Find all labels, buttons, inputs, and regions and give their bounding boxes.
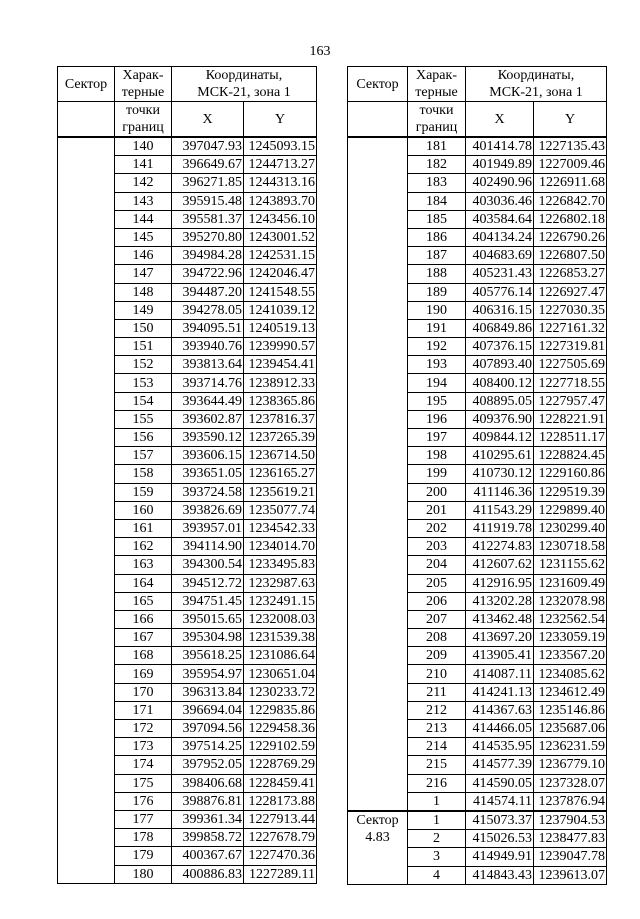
table-row <box>348 137 607 156</box>
point-number-cell: 177 <box>115 810 172 828</box>
x-coordinate-cell: 414367.63 <box>466 701 534 719</box>
x-coordinate-cell: 394984.28 <box>172 247 244 265</box>
point-number-cell: 199 <box>408 465 466 483</box>
header-y: Y <box>534 102 607 138</box>
x-coordinate-cell: 397952.05 <box>172 756 244 774</box>
x-coordinate-cell: 412916.95 <box>466 574 534 592</box>
point-number-cell: 194 <box>408 374 466 392</box>
y-coordinate-cell: 1226927.47 <box>534 283 607 301</box>
point-number-cell: 196 <box>408 410 466 428</box>
point-number-cell: 185 <box>408 210 466 228</box>
coordinates-table-left <box>57 66 317 884</box>
y-coordinate-cell: 1227161.32 <box>534 319 607 337</box>
header-x: X <box>466 102 534 138</box>
x-coordinate-cell: 393940.76 <box>172 338 244 356</box>
x-coordinate-cell: 397094.56 <box>172 720 244 738</box>
y-coordinate-cell: 1242531.15 <box>244 247 317 265</box>
point-number-cell: 143 <box>115 192 172 210</box>
y-coordinate-cell: 1237816.37 <box>244 410 317 428</box>
x-coordinate-cell: 409376.90 <box>466 410 534 428</box>
y-coordinate-cell: 1232078.98 <box>534 592 607 610</box>
point-number-cell: 171 <box>115 701 172 719</box>
point-number-cell: 1 <box>408 811 466 830</box>
y-coordinate-cell: 1243001.52 <box>244 228 317 246</box>
x-coordinate-cell: 404134.24 <box>466 228 534 246</box>
header-x: X <box>172 102 244 138</box>
point-number-cell: 150 <box>115 319 172 337</box>
point-number-cell: 3 <box>408 848 466 866</box>
x-coordinate-cell: 393826.69 <box>172 501 244 519</box>
y-coordinate-cell: 1227135.43 <box>534 137 607 156</box>
x-coordinate-cell: 400886.83 <box>172 865 244 883</box>
x-coordinate-cell: 400367.67 <box>172 847 244 865</box>
point-number-cell: 213 <box>408 720 466 738</box>
x-coordinate-cell: 405776.14 <box>466 283 534 301</box>
y-coordinate-cell: 1226911.68 <box>534 174 607 192</box>
point-number-cell: 176 <box>115 792 172 810</box>
point-number-cell: 200 <box>408 483 466 501</box>
y-coordinate-cell: 1237876.94 <box>534 792 607 811</box>
x-coordinate-cell: 406316.15 <box>466 301 534 319</box>
point-number-cell: 167 <box>115 629 172 647</box>
point-number-cell: 210 <box>408 665 466 683</box>
x-coordinate-cell: 394487.20 <box>172 283 244 301</box>
x-coordinate-cell: 396313.84 <box>172 683 244 701</box>
y-coordinate-cell: 1227505.69 <box>534 356 607 374</box>
x-coordinate-cell: 412274.83 <box>466 538 534 556</box>
header-points-cont: точки границ <box>408 102 466 138</box>
y-coordinate-cell: 1232491.15 <box>244 592 317 610</box>
point-number-cell: 214 <box>408 738 466 756</box>
x-coordinate-cell: 414535.95 <box>466 738 534 756</box>
y-coordinate-cell: 1226802.18 <box>534 210 607 228</box>
point-number-cell: 154 <box>115 392 172 410</box>
point-number-cell: 158 <box>115 465 172 483</box>
x-coordinate-cell: 399361.34 <box>172 810 244 828</box>
x-coordinate-cell: 411146.36 <box>466 483 534 501</box>
point-number-cell: 201 <box>408 501 466 519</box>
coordinates-table-right <box>347 66 607 885</box>
point-number-cell: 202 <box>408 519 466 537</box>
point-number-cell: 180 <box>115 865 172 883</box>
x-coordinate-cell: 414843.43 <box>466 866 534 884</box>
header-sector-cont <box>348 102 408 138</box>
y-coordinate-cell: 1235687.06 <box>534 720 607 738</box>
point-number-cell: 206 <box>408 592 466 610</box>
point-number-cell: 212 <box>408 701 466 719</box>
y-coordinate-cell: 1245093.15 <box>244 137 317 156</box>
y-coordinate-cell: 1233059.19 <box>534 629 607 647</box>
point-number-cell: 182 <box>408 156 466 174</box>
x-coordinate-cell: 394722.96 <box>172 265 244 283</box>
point-number-cell: 208 <box>408 629 466 647</box>
point-number-cell: 142 <box>115 174 172 192</box>
point-number-cell: 156 <box>115 429 172 447</box>
y-coordinate-cell: 1229102.59 <box>244 738 317 756</box>
sector-id: 4.83 <box>365 829 390 845</box>
header-coordinates: Координаты, МСК-21, зона 1 <box>172 67 317 102</box>
y-coordinate-cell: 1229899.40 <box>534 501 607 519</box>
x-coordinate-cell: 414590.05 <box>466 774 534 792</box>
y-coordinate-cell: 1234542.33 <box>244 519 317 537</box>
point-number-cell: 188 <box>408 265 466 283</box>
y-coordinate-cell: 1244713.27 <box>244 156 317 174</box>
header-y: Y <box>244 102 317 138</box>
x-coordinate-cell: 404683.69 <box>466 247 534 265</box>
y-coordinate-cell: 1228769.29 <box>244 756 317 774</box>
y-coordinate-cell: 1229835.86 <box>244 701 317 719</box>
y-coordinate-cell: 1228511.17 <box>534 429 607 447</box>
point-number-cell: 179 <box>115 847 172 865</box>
point-number-cell: 207 <box>408 610 466 628</box>
y-coordinate-cell: 1237904.53 <box>534 811 607 830</box>
header-points-cont: точки границ <box>115 102 172 138</box>
header-points: Харак- терные <box>408 67 466 102</box>
table-row <box>348 811 607 830</box>
x-coordinate-cell: 414241.13 <box>466 683 534 701</box>
x-coordinate-cell: 414087.11 <box>466 665 534 683</box>
sector-label: Сектор <box>356 812 399 828</box>
x-coordinate-cell: 414577.39 <box>466 756 534 774</box>
x-coordinate-cell: 409844.12 <box>466 429 534 447</box>
x-coordinate-cell: 403036.46 <box>466 192 534 210</box>
y-coordinate-cell: 1241548.55 <box>244 283 317 301</box>
x-coordinate-cell: 395304.98 <box>172 629 244 647</box>
y-coordinate-cell: 1243893.70 <box>244 192 317 210</box>
x-coordinate-cell: 395618.25 <box>172 647 244 665</box>
y-coordinate-cell: 1231539.38 <box>244 629 317 647</box>
point-number-cell: 148 <box>115 283 172 301</box>
x-coordinate-cell: 396649.67 <box>172 156 244 174</box>
y-coordinate-cell: 1233495.83 <box>244 556 317 574</box>
y-coordinate-cell: 1227957.47 <box>534 392 607 410</box>
point-number-cell: 204 <box>408 556 466 574</box>
point-number-cell: 178 <box>115 829 172 847</box>
x-coordinate-cell: 406849.86 <box>466 319 534 337</box>
x-coordinate-cell: 411919.78 <box>466 519 534 537</box>
y-coordinate-cell: 1236165.27 <box>244 465 317 483</box>
x-coordinate-cell: 398406.68 <box>172 774 244 792</box>
point-number-cell: 166 <box>115 610 172 628</box>
x-coordinate-cell: 394278.05 <box>172 301 244 319</box>
y-coordinate-cell: 1229160.86 <box>534 465 607 483</box>
header-points: Харак- терные <box>115 67 172 102</box>
y-coordinate-cell: 1231155.62 <box>534 556 607 574</box>
y-coordinate-cell: 1226842.70 <box>534 192 607 210</box>
point-number-cell: 183 <box>408 174 466 192</box>
x-coordinate-cell: 414949.91 <box>466 848 534 866</box>
x-coordinate-cell: 397514.25 <box>172 738 244 756</box>
x-coordinate-cell: 394114.90 <box>172 538 244 556</box>
y-coordinate-cell: 1236714.50 <box>244 447 317 465</box>
x-coordinate-cell: 410295.61 <box>466 447 534 465</box>
point-number-cell: 161 <box>115 519 172 537</box>
y-coordinate-cell: 1227678.79 <box>244 829 317 847</box>
x-coordinate-cell: 413202.28 <box>466 592 534 610</box>
point-number-cell: 155 <box>115 410 172 428</box>
x-coordinate-cell: 414466.05 <box>466 720 534 738</box>
point-number-cell: 2 <box>408 830 466 848</box>
x-coordinate-cell: 402490.96 <box>466 174 534 192</box>
x-coordinate-cell: 395915.48 <box>172 192 244 210</box>
point-number-cell: 186 <box>408 228 466 246</box>
x-coordinate-cell: 393602.87 <box>172 410 244 428</box>
header-coordinates: Координаты, МСК-21, зона 1 <box>466 67 607 102</box>
y-coordinate-cell: 1227470.36 <box>244 847 317 865</box>
point-number-cell: 211 <box>408 683 466 701</box>
point-number-cell: 147 <box>115 265 172 283</box>
y-coordinate-cell: 1239454.41 <box>244 356 317 374</box>
x-coordinate-cell: 401949.89 <box>466 156 534 174</box>
x-coordinate-cell: 407893.40 <box>466 356 534 374</box>
y-coordinate-cell: 1228221.91 <box>534 410 607 428</box>
point-number-cell: 151 <box>115 338 172 356</box>
x-coordinate-cell: 415073.37 <box>466 811 534 830</box>
y-coordinate-cell: 1240519.13 <box>244 319 317 337</box>
point-number-cell: 190 <box>408 301 466 319</box>
sector-cell <box>58 137 115 883</box>
x-coordinate-cell: 393724.58 <box>172 483 244 501</box>
x-coordinate-cell: 411543.29 <box>466 501 534 519</box>
x-coordinate-cell: 401414.78 <box>466 137 534 156</box>
y-coordinate-cell: 1239613.07 <box>534 866 607 884</box>
y-coordinate-cell: 1237328.07 <box>534 774 607 792</box>
table-row <box>58 137 317 156</box>
x-coordinate-cell: 415026.53 <box>466 830 534 848</box>
x-coordinate-cell: 394751.45 <box>172 592 244 610</box>
x-coordinate-cell: 396694.04 <box>172 701 244 719</box>
point-number-cell: 153 <box>115 374 172 392</box>
x-coordinate-cell: 394095.51 <box>172 319 244 337</box>
x-coordinate-cell: 399858.72 <box>172 829 244 847</box>
point-number-cell: 187 <box>408 247 466 265</box>
y-coordinate-cell: 1226807.50 <box>534 247 607 265</box>
y-coordinate-cell: 1239990.57 <box>244 338 317 356</box>
point-number-cell: 184 <box>408 192 466 210</box>
x-coordinate-cell: 395015.65 <box>172 610 244 628</box>
point-number-cell: 163 <box>115 556 172 574</box>
y-coordinate-cell: 1235146.86 <box>534 701 607 719</box>
x-coordinate-cell: 413462.48 <box>466 610 534 628</box>
x-coordinate-cell: 393644.49 <box>172 392 244 410</box>
point-number-cell: 203 <box>408 538 466 556</box>
point-number-cell: 146 <box>115 247 172 265</box>
header-sector: Сектор <box>348 67 408 102</box>
y-coordinate-cell: 1235077.74 <box>244 501 317 519</box>
point-number-cell: 149 <box>115 301 172 319</box>
point-number-cell: 175 <box>115 774 172 792</box>
x-coordinate-cell: 394300.54 <box>172 556 244 574</box>
point-number-cell: 165 <box>115 592 172 610</box>
y-coordinate-cell: 1236779.10 <box>534 756 607 774</box>
x-coordinate-cell: 413697.20 <box>466 629 534 647</box>
point-number-cell: 159 <box>115 483 172 501</box>
point-number-cell: 195 <box>408 392 466 410</box>
x-coordinate-cell: 397047.93 <box>172 137 244 156</box>
point-number-cell: 174 <box>115 756 172 774</box>
sector-label-cell <box>348 811 408 884</box>
x-coordinate-cell: 396271.85 <box>172 174 244 192</box>
point-number-cell: 192 <box>408 338 466 356</box>
y-coordinate-cell: 1242046.47 <box>244 265 317 283</box>
y-coordinate-cell: 1227030.35 <box>534 301 607 319</box>
y-coordinate-cell: 1237265.39 <box>244 429 317 447</box>
y-coordinate-cell: 1228173.88 <box>244 792 317 810</box>
y-coordinate-cell: 1231086.64 <box>244 647 317 665</box>
point-number-cell: 168 <box>115 647 172 665</box>
y-coordinate-cell: 1227319.81 <box>534 338 607 356</box>
x-coordinate-cell: 393606.15 <box>172 447 244 465</box>
x-coordinate-cell: 395270.80 <box>172 228 244 246</box>
y-coordinate-cell: 1238365.86 <box>244 392 317 410</box>
y-coordinate-cell: 1243456.10 <box>244 210 317 228</box>
y-coordinate-cell: 1234014.70 <box>244 538 317 556</box>
x-coordinate-cell: 395954.97 <box>172 665 244 683</box>
x-coordinate-cell: 408895.05 <box>466 392 534 410</box>
page-number: 163 <box>309 44 331 59</box>
y-coordinate-cell: 1234085.62 <box>534 665 607 683</box>
y-coordinate-cell: 1229458.36 <box>244 720 317 738</box>
y-coordinate-cell: 1239047.78 <box>534 848 607 866</box>
x-coordinate-cell: 410730.12 <box>466 465 534 483</box>
y-coordinate-cell: 1235619.21 <box>244 483 317 501</box>
point-number-cell: 144 <box>115 210 172 228</box>
sector-cell <box>348 137 408 811</box>
y-coordinate-cell: 1236231.59 <box>534 738 607 756</box>
y-coordinate-cell: 1227009.46 <box>534 156 607 174</box>
x-coordinate-cell: 393813.64 <box>172 356 244 374</box>
x-coordinate-cell: 407376.15 <box>466 338 534 356</box>
point-number-cell: 152 <box>115 356 172 374</box>
y-coordinate-cell: 1227289.11 <box>244 865 317 883</box>
y-coordinate-cell: 1230718.58 <box>534 538 607 556</box>
point-number-cell: 215 <box>408 756 466 774</box>
point-number-cell: 193 <box>408 356 466 374</box>
point-number-cell: 205 <box>408 574 466 592</box>
point-number-cell: 173 <box>115 738 172 756</box>
point-number-cell: 141 <box>115 156 172 174</box>
header-sector: Сектор <box>58 67 115 102</box>
point-number-cell: 164 <box>115 574 172 592</box>
point-number-cell: 160 <box>115 501 172 519</box>
y-coordinate-cell: 1232987.63 <box>244 574 317 592</box>
y-coordinate-cell: 1230651.04 <box>244 665 317 683</box>
y-coordinate-cell: 1238912.33 <box>244 374 317 392</box>
point-number-cell: 197 <box>408 429 466 447</box>
point-number-cell: 198 <box>408 447 466 465</box>
y-coordinate-cell: 1226790.26 <box>534 228 607 246</box>
y-coordinate-cell: 1233567.20 <box>534 647 607 665</box>
x-coordinate-cell: 405231.43 <box>466 265 534 283</box>
x-coordinate-cell: 395581.37 <box>172 210 244 228</box>
point-number-cell: 172 <box>115 720 172 738</box>
y-coordinate-cell: 1228459.41 <box>244 774 317 792</box>
y-coordinate-cell: 1238477.83 <box>534 830 607 848</box>
x-coordinate-cell: 393590.12 <box>172 429 244 447</box>
y-coordinate-cell: 1234612.49 <box>534 683 607 701</box>
x-coordinate-cell: 403584.64 <box>466 210 534 228</box>
y-coordinate-cell: 1227718.55 <box>534 374 607 392</box>
point-number-cell: 209 <box>408 647 466 665</box>
x-coordinate-cell: 413905.41 <box>466 647 534 665</box>
y-coordinate-cell: 1228824.45 <box>534 447 607 465</box>
y-coordinate-cell: 1231609.49 <box>534 574 607 592</box>
x-coordinate-cell: 393957.01 <box>172 519 244 537</box>
y-coordinate-cell: 1232008.03 <box>244 610 317 628</box>
y-coordinate-cell: 1230299.40 <box>534 519 607 537</box>
x-coordinate-cell: 393651.05 <box>172 465 244 483</box>
point-number-cell: 157 <box>115 447 172 465</box>
y-coordinate-cell: 1241039.12 <box>244 301 317 319</box>
point-number-cell: 4 <box>408 866 466 884</box>
x-coordinate-cell: 394512.72 <box>172 574 244 592</box>
header-sector-cont <box>58 102 115 138</box>
y-coordinate-cell: 1229519.39 <box>534 483 607 501</box>
point-number-cell: 145 <box>115 228 172 246</box>
point-number-cell: 216 <box>408 774 466 792</box>
x-coordinate-cell: 398876.81 <box>172 792 244 810</box>
point-number-cell: 181 <box>408 137 466 156</box>
point-number-cell: 191 <box>408 319 466 337</box>
point-number-cell: 170 <box>115 683 172 701</box>
x-coordinate-cell: 414574.11 <box>466 792 534 811</box>
x-coordinate-cell: 393714.76 <box>172 374 244 392</box>
point-number-cell: 140 <box>115 137 172 156</box>
y-coordinate-cell: 1227913.44 <box>244 810 317 828</box>
y-coordinate-cell: 1232562.54 <box>534 610 607 628</box>
y-coordinate-cell: 1230233.72 <box>244 683 317 701</box>
y-coordinate-cell: 1244313.16 <box>244 174 317 192</box>
y-coordinate-cell: 1226853.27 <box>534 265 607 283</box>
x-coordinate-cell: 412607.62 <box>466 556 534 574</box>
point-number-cell: 189 <box>408 283 466 301</box>
point-number-cell: 162 <box>115 538 172 556</box>
x-coordinate-cell: 408400.12 <box>466 374 534 392</box>
point-number-cell: 1 <box>408 792 466 811</box>
point-number-cell: 169 <box>115 665 172 683</box>
